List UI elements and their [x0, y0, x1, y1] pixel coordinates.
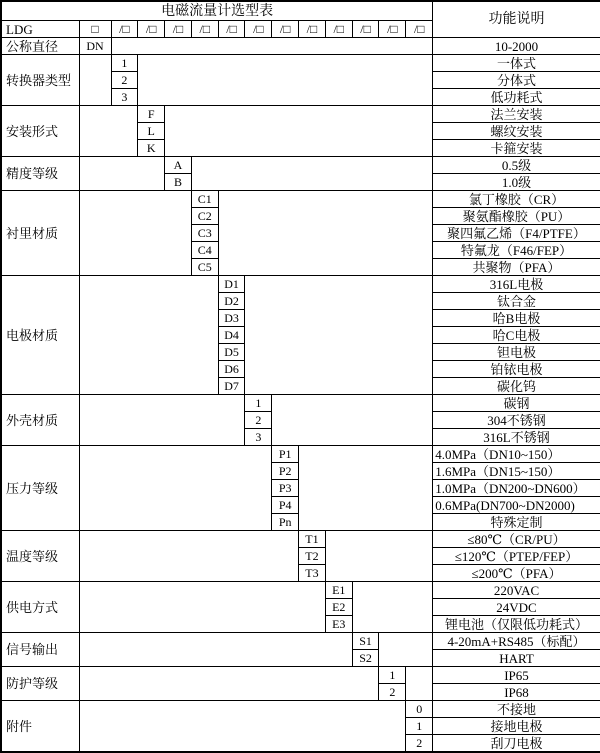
table-title: 电磁流量计选型表 — [1, 1, 433, 21]
option-description: 316L不锈钢 — [433, 429, 600, 446]
option-code: 2 — [111, 72, 138, 89]
spacer-cell — [79, 191, 191, 276]
option-code: B — [165, 174, 192, 191]
option-code: P1 — [272, 446, 299, 463]
option-code: D4 — [218, 327, 245, 344]
option-description: 聚氨酯橡胶（PU） — [433, 208, 600, 225]
option-code: Pn — [272, 514, 299, 531]
option-code: E3 — [325, 616, 352, 633]
option-code: E1 — [325, 582, 352, 599]
spacer-cell — [138, 55, 433, 106]
spacer-cell — [218, 191, 433, 276]
option-description: 钽电极 — [433, 344, 600, 361]
category-label: 转换器类型 — [1, 55, 79, 106]
category-label: 公称直径 — [1, 38, 79, 55]
option-description: 10-2000 — [433, 38, 600, 55]
spacer-cell — [325, 531, 432, 582]
category-label: 附件 — [1, 701, 79, 753]
spacer-cell — [79, 446, 272, 531]
category-label: 外壳材质 — [1, 395, 79, 446]
option-description: ≤120℃（PTEP/FEP） — [433, 548, 600, 565]
option-code: 3 — [111, 89, 138, 106]
option-code: F — [138, 106, 165, 123]
option-code: L — [138, 123, 165, 140]
model-code-slot: /□ — [191, 21, 218, 38]
option-code: D6 — [218, 361, 245, 378]
option-description: 氯丁橡胶（CR） — [433, 191, 600, 208]
option-code: C3 — [191, 225, 218, 242]
option-description: ≤200℃（PFA） — [433, 565, 600, 582]
option-code: 1 — [406, 718, 433, 735]
category-label: 供电方式 — [1, 582, 79, 633]
option-code: D3 — [218, 310, 245, 327]
option-code: P4 — [272, 497, 299, 514]
option-description: 0.6MPa(DN700~DN2000) — [433, 497, 600, 514]
option-code: 3 — [245, 429, 272, 446]
model-code-slot: /□ — [138, 21, 165, 38]
option-description: 特殊定制 — [433, 514, 600, 531]
option-description: IP65 — [433, 667, 600, 684]
option-description: 4.0MPa（DN10~150） — [433, 446, 600, 463]
option-code: DN — [79, 38, 111, 55]
spacer-cell — [406, 667, 433, 701]
model-code-slot: /□ — [218, 21, 245, 38]
option-code: 0 — [406, 701, 433, 718]
spacer-cell — [79, 276, 218, 395]
option-code: D2 — [218, 293, 245, 310]
option-description: 法兰安装 — [433, 106, 600, 123]
option-description: 低功耗式 — [433, 89, 600, 106]
option-description: 刮刀电极 — [433, 735, 600, 753]
option-description: 24VDC — [433, 599, 600, 616]
model-code-slot: /□ — [352, 21, 379, 38]
option-code: C4 — [191, 242, 218, 259]
option-code: T1 — [299, 531, 326, 548]
option-description: 碳钢 — [433, 395, 600, 412]
spacer-cell — [191, 157, 432, 191]
option-description: 不接地 — [433, 701, 600, 718]
category-label: 安装形式 — [1, 106, 79, 157]
spacer-cell — [79, 55, 111, 106]
function-description-header: 功能说明 — [433, 1, 600, 38]
spacer-cell — [299, 446, 433, 531]
option-code: 1 — [245, 395, 272, 412]
option-description: 220VAC — [433, 582, 600, 599]
spacer-cell — [79, 395, 245, 446]
category-label: 防护等级 — [1, 667, 79, 701]
option-code: K — [138, 140, 165, 157]
option-description: 接地电极 — [433, 718, 600, 735]
option-code: 2 — [406, 735, 433, 753]
option-description: 0.5级 — [433, 157, 600, 174]
option-description: HART — [433, 650, 600, 667]
model-code-slot: /□ — [245, 21, 272, 38]
option-code: C5 — [191, 259, 218, 276]
option-code: D7 — [218, 378, 245, 395]
option-description: 哈B电极 — [433, 310, 600, 327]
model-prefix: LDG — [1, 21, 79, 38]
category-label: 衬里材质 — [1, 191, 79, 276]
option-description: 铂铱电极 — [433, 361, 600, 378]
spacer-cell — [79, 531, 299, 582]
option-description: 碳化钨 — [433, 378, 600, 395]
option-description: 1.6MPa（DN15~150） — [433, 463, 600, 480]
option-code: S2 — [352, 650, 379, 667]
category-label: 精度等级 — [1, 157, 79, 191]
option-description: 卡箍安装 — [433, 140, 600, 157]
spacer-cell — [379, 633, 433, 667]
spacer-cell — [111, 38, 433, 55]
option-description: 1.0级 — [433, 174, 600, 191]
category-label: 压力等级 — [1, 446, 79, 531]
option-code: 2 — [379, 684, 406, 701]
option-code: P3 — [272, 480, 299, 497]
option-code: E2 — [325, 599, 352, 616]
option-code: 2 — [245, 412, 272, 429]
option-code: 1 — [111, 55, 138, 72]
spacer-cell — [272, 395, 433, 446]
option-description: 共聚物（PFA） — [433, 259, 600, 276]
option-description: IP68 — [433, 684, 600, 701]
option-description: 分体式 — [433, 72, 600, 89]
option-code: T3 — [299, 565, 326, 582]
option-code: T2 — [299, 548, 326, 565]
spacer-cell — [79, 633, 352, 667]
option-description: 1.0MPa（DN200~DN600） — [433, 480, 600, 497]
option-code: D5 — [218, 344, 245, 361]
category-label: 温度等级 — [1, 531, 79, 582]
spacer-cell — [165, 106, 433, 157]
option-description: ≤80℃（CR/PU） — [433, 531, 600, 548]
model-code-slot: /□ — [272, 21, 299, 38]
option-description: 哈C电极 — [433, 327, 600, 344]
option-code: A — [165, 157, 192, 174]
option-description: 锂电池（仅限低功耗式） — [433, 616, 600, 633]
option-code: P2 — [272, 463, 299, 480]
option-description: 一体式 — [433, 55, 600, 72]
model-code-box: □ — [79, 21, 111, 38]
option-description: 316L电极 — [433, 276, 600, 293]
model-code-slot: /□ — [111, 21, 138, 38]
spacer-cell — [352, 582, 433, 633]
spacer-cell — [79, 667, 379, 701]
spacer-cell — [245, 276, 433, 395]
model-code-slot: /□ — [325, 21, 352, 38]
spacer-cell — [79, 582, 325, 633]
option-code: 1 — [379, 667, 406, 684]
option-description: 聚四氟乙烯（F4/PTFE） — [433, 225, 600, 242]
option-code: S1 — [352, 633, 379, 650]
option-description: 4-20mA+RS485（标配） — [433, 633, 600, 650]
selection-table-body — [1, 1, 600, 752]
category-label: 电极材质 — [1, 276, 79, 395]
spacer-cell — [79, 157, 165, 191]
model-code-slot: /□ — [165, 21, 192, 38]
spacer-cell — [79, 701, 406, 753]
option-description: 特氟龙（F46/FEP） — [433, 242, 600, 259]
option-description: 螺纹安装 — [433, 123, 600, 140]
option-description: 钛合金 — [433, 293, 600, 310]
option-description: 304不锈钢 — [433, 412, 600, 429]
option-code: C1 — [191, 191, 218, 208]
model-code-slot: /□ — [299, 21, 326, 38]
spacer-cell — [79, 106, 138, 157]
model-code-slot: /□ — [406, 21, 433, 38]
option-code: C2 — [191, 208, 218, 225]
model-code-slot: /□ — [379, 21, 406, 38]
category-label: 信号输出 — [1, 633, 79, 667]
option-code: D1 — [218, 276, 245, 293]
